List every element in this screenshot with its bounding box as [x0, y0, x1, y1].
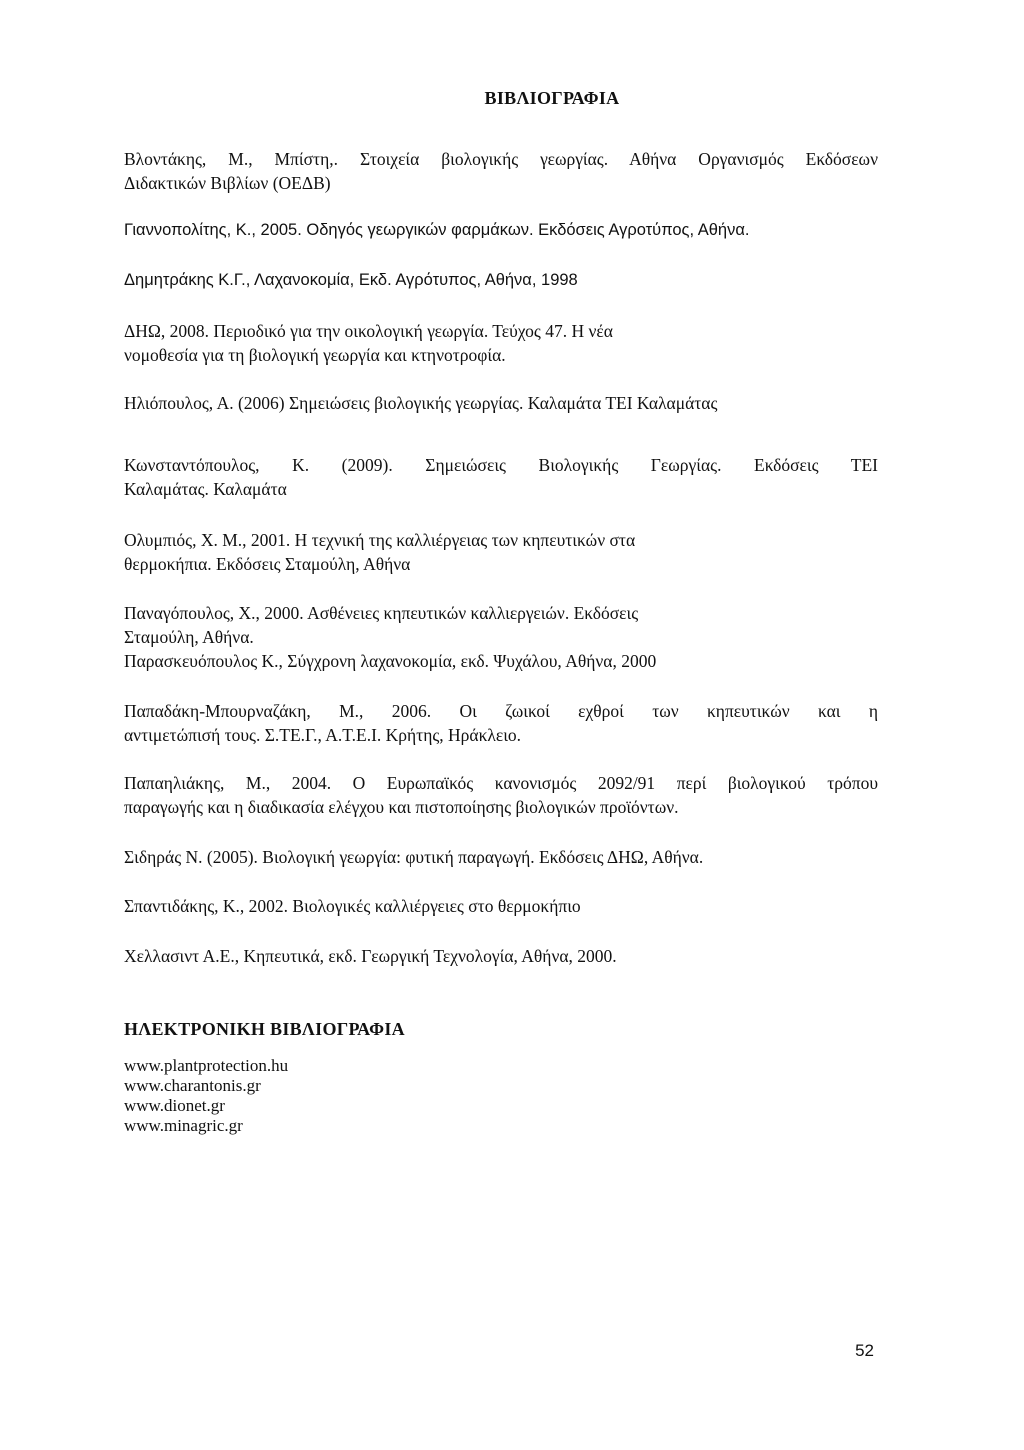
website-list [124, 1056, 288, 1136]
reference-line: Δημητράκης Κ.Γ., Λαχανοκομία, Εκδ. Αγρότυπος, Αθήνα, 1998 [124, 271, 578, 289]
reference-entry [124, 268, 878, 292]
reference-entry [124, 391, 878, 415]
reference-line: Διδακτικών Βιβλίων (ΟΕΔΒ) [124, 173, 331, 193]
reference-line: αντιμετώπισή τους. Σ.ΤΕ.Γ., Α.Τ.Ε.Ι. Κρήτης, Ηράκλειο. [124, 725, 522, 745]
reference-line: Ολυμπιός, Χ. Μ., 2001. Η τεχνική της καλλιέργειας των κηπευτικών στα [124, 530, 636, 550]
reference-line: Χελλασιντ Α.Ε., Κηπευτικά, εκδ. Γεωργική Τεχνολογία, Αθήνα, 2000. [124, 946, 617, 966]
reference-line: Παρασκευόπουλος Κ., Σύγχρονη λαχανοκομία, εκδ. Ψυχάλου, Αθήνα, 2000 [124, 651, 657, 671]
reference-line: Βλοντάκης, Μ., Μπίστη,. Στοιχεία βιολογικής γεωργίας. Αθήνα Οργανισμός Εκδόσεων [124, 149, 878, 169]
reference-entry [124, 845, 878, 869]
reference-line: Καλαμάτας. Καλαμάτα [124, 479, 287, 499]
website-link[interactable]: www.plantprotection.hu [124, 1056, 289, 1075]
reference-line: παραγωγής και η διαδικασία ελέγχου και πιστοποίησης βιολογικών προϊόντων. [124, 797, 679, 817]
reference-line: Ηλιόπουλος, Α. (2006) Σημειώσεις βιολογικής γεωργίας. Καλαμάτα ΤΕΙ Καλαμάτας [124, 393, 718, 413]
reference-line: Παπαηλιάκης, Μ., 2004. Ο Ευρωπαϊκός κανονισμός 2092/91 περί βιολογικού τρόπου [124, 773, 878, 793]
electronic-bibliography-heading: ΗΛΕΚΤΡΟΝΙΚΗ ΒΙΒΛΙΟΓΡΑΦΙΑ [124, 1019, 405, 1039]
reference-entry [124, 528, 878, 576]
reference-entry [124, 601, 878, 673]
reference-line: θερμοκήπια. Εκδόσεις Σταμούλη, Αθήνα [124, 554, 411, 574]
reference-entry [124, 147, 878, 195]
reference-entry [124, 453, 878, 501]
reference-entry [124, 319, 878, 367]
website-link[interactable]: www.minagric.gr [124, 1116, 243, 1135]
reference-line: Παναγόπουλος, Χ., 2000. Ασθένειες κηπευτικών καλλιεργειών. Εκδόσεις [124, 603, 639, 623]
reference-entry [124, 218, 878, 242]
reference-line: Παπαδάκη-Μπουρναζάκη, Μ., 2006. Οι ζωικοί εχθροί των κηπευτικών και η [124, 701, 878, 721]
reference-entry [124, 699, 878, 747]
reference-line: Σταμούλη, Αθήνα. [124, 627, 254, 647]
reference-entry [124, 771, 878, 819]
reference-line: Κωνσταντόπουλος, Κ. (2009). Σημειώσεις Βιολογικής Γεωργίας. Εκδόσεις ΤΕΙ [124, 455, 878, 475]
reference-line: Σπαντιδάκης, Κ., 2002. Βιολογικές καλλιέργειες στο θερμοκήπιο [124, 896, 581, 916]
page-title: ΒΙΒΛΙΟΓΡΑΦΙΑ [484, 88, 620, 108]
website-link[interactable]: www.dionet.gr [124, 1096, 225, 1115]
reference-entry [124, 894, 878, 918]
reference-entry [124, 944, 878, 968]
page-number: 52 [855, 1341, 874, 1360]
website-link[interactable]: www.charantonis.gr [124, 1076, 261, 1095]
reference-line: Σιδηράς Ν. (2005). Βιολογική γεωργία: φυτική παραγωγή. Εκδόσεις ΔΗΩ, Αθήνα. [124, 847, 704, 867]
reference-line: ΔΗΩ, 2008. Περιοδικό για την οικολογική γεωργία. Τεύχος 47. Η νέα [124, 321, 613, 341]
reference-line: Γιαννοπολίτης, Κ., 2005. Οδηγός γεωργικών φαρμάκων. Εκδόσεις Αγροτύπος, Αθήνα. [124, 221, 750, 239]
reference-line: νομοθεσία για τη βιολογική γεωργία και κτηνοτροφία. [124, 345, 506, 365]
